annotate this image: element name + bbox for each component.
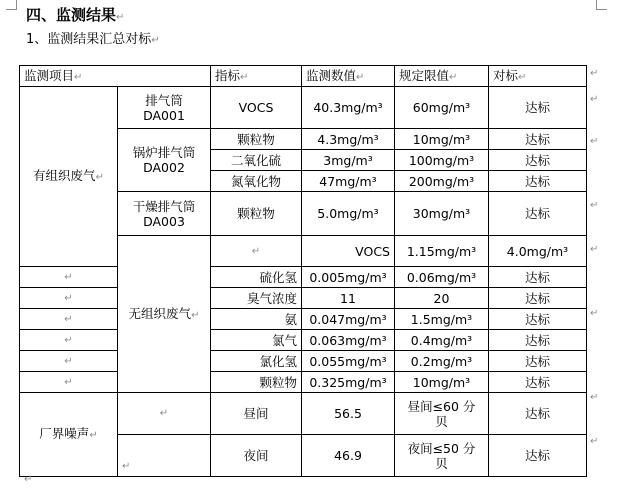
limit-cell: 0.06mg/m³	[395, 267, 489, 288]
table-row	[20, 351, 587, 372]
end-of-row-mark: ↵	[590, 136, 599, 147]
table-row	[20, 267, 587, 288]
value-cell: 40.3mg/m³	[302, 87, 395, 129]
compare-cell: 达标	[489, 309, 587, 330]
indicator-cell: 氨	[211, 309, 302, 330]
end-of-row-mark: ↵	[590, 244, 599, 255]
indicator-cell: 颗粒物	[211, 129, 302, 150]
page-corner-mark-right	[596, 0, 607, 10]
empty-mark: ↵	[20, 309, 118, 330]
limit-cell: 10mg/m³	[395, 372, 489, 393]
value-cell: 46.9	[302, 435, 395, 477]
compare-cell: 达标	[489, 372, 587, 393]
outlet-cell: 干燥排气筒 DA003	[118, 192, 211, 236]
empty-mark: ↵	[211, 236, 302, 267]
value-cell: 0.047mg/m³	[302, 309, 395, 330]
value-cell: 0.005mg/m³	[302, 267, 395, 288]
indicator-cell: 氮氧化物	[211, 171, 302, 192]
compare-cell: 达标	[489, 171, 587, 192]
limit-cell: 60mg/m³	[395, 87, 489, 129]
compare-cell: 达标	[489, 87, 587, 129]
table-row	[20, 393, 587, 435]
limit-cell: 1.5mg/m³	[395, 309, 489, 330]
empty-mark: ↵	[20, 351, 118, 372]
value-cell: 0.325mg/m³	[302, 372, 395, 393]
empty-mark: ↵	[20, 330, 118, 351]
table-row	[20, 309, 587, 330]
compare-cell: 达标	[489, 150, 587, 171]
table-row	[20, 87, 587, 129]
column-header-value: 监测数值↵	[302, 66, 395, 87]
limit-cell: 0.4mg/m³	[395, 330, 489, 351]
column-header-item: 监测项目↵	[20, 66, 211, 87]
indicator-cell: 二氧化硫	[211, 150, 302, 171]
indicator-cell: 颗粒物	[211, 192, 302, 236]
limit-cell: 10mg/m³	[395, 129, 489, 150]
empty-mark: ↵	[118, 393, 211, 435]
value-cell: 11	[302, 288, 395, 309]
table-row	[20, 330, 587, 351]
end-of-row-mark: ↵	[590, 94, 599, 105]
page-corner-mark-left	[6, 0, 17, 10]
table-row	[20, 288, 587, 309]
value-cell: 3mg/m³	[302, 150, 395, 171]
indicator-cell: VOCS	[302, 236, 395, 267]
empty-mark: ↵	[20, 267, 118, 288]
indicator-cell: 昼间	[211, 393, 302, 435]
indicator-cell: 夜间	[211, 435, 302, 477]
compare-cell: 达标	[489, 192, 587, 236]
value-cell: 0.055mg/m³	[302, 351, 395, 372]
table-header-row	[20, 66, 587, 87]
value-cell: 1.15mg/m³	[395, 236, 489, 267]
indicator-cell: 氯化氢	[211, 351, 302, 372]
compare-cell: 达标	[489, 393, 587, 435]
compare-cell: 达标	[489, 288, 587, 309]
table-row	[20, 372, 587, 393]
column-header-indicator: 指标↵	[211, 66, 302, 87]
value-cell: 5.0mg/m³	[302, 192, 395, 236]
indicator-cell: VOCS	[211, 87, 302, 129]
table-caption: 1、监测结果汇总对标↵	[26, 32, 160, 47]
column-header-limit: 规定限值↵	[395, 66, 489, 87]
value-cell: 4.3mg/m³	[302, 129, 395, 150]
compare-cell: 达标	[489, 435, 587, 477]
outlet-cell: 锅炉排气筒 DA002	[118, 129, 211, 192]
group-label-organized: 有组织废气↵	[20, 87, 118, 267]
indicator-cell: 臭气浓度	[211, 288, 302, 309]
limit-cell: 20	[395, 288, 489, 309]
paragraph-mark: ↵	[24, 474, 33, 485]
compare-cell: 达标	[489, 351, 587, 372]
limit-cell: 30mg/m³	[395, 192, 489, 236]
indicator-cell: 硫化氢	[211, 267, 302, 288]
indicator-cell: 氯气	[211, 330, 302, 351]
value-cell: 56.5	[302, 393, 395, 435]
outlet-cell: 排气筒 DA001	[118, 87, 211, 129]
compare-cell: 达标	[489, 267, 587, 288]
limit-cell: 4.0mg/m³	[489, 236, 587, 267]
compare-cell: 达标	[489, 129, 587, 150]
end-of-row-mark: ↵	[590, 200, 599, 211]
limit-cell: 100mg/m³	[395, 150, 489, 171]
empty-mark: ↵	[118, 435, 211, 477]
group-label-noise: 厂界噪声↵	[20, 393, 118, 477]
group-label-unorganized: 无组织废气↵	[118, 236, 211, 393]
end-of-row-mark: ↵	[590, 392, 599, 403]
limit-cell: 0.2mg/m³	[395, 351, 489, 372]
limit-cell: 夜间≤50 分 贝	[395, 435, 489, 477]
end-of-row-mark: ↵	[590, 436, 599, 447]
section-heading: 四、监测结果↵	[26, 6, 125, 24]
value-cell: 0.063mg/m³	[302, 330, 395, 351]
limit-cell: 200mg/m³	[395, 171, 489, 192]
empty-mark: ↵	[20, 372, 118, 393]
monitoring-results-table	[19, 65, 587, 477]
value-cell: 47mg/m³	[302, 171, 395, 192]
column-header-compare: 对标↵	[489, 66, 587, 87]
end-of-row-mark: ↵	[590, 308, 599, 319]
limit-cell: 昼间≤60 分 贝	[395, 393, 489, 435]
compare-cell: 达标	[489, 330, 587, 351]
empty-mark: ↵	[20, 288, 118, 309]
end-of-row-mark: ↵	[590, 68, 599, 79]
indicator-cell: 颗粒物	[211, 372, 302, 393]
